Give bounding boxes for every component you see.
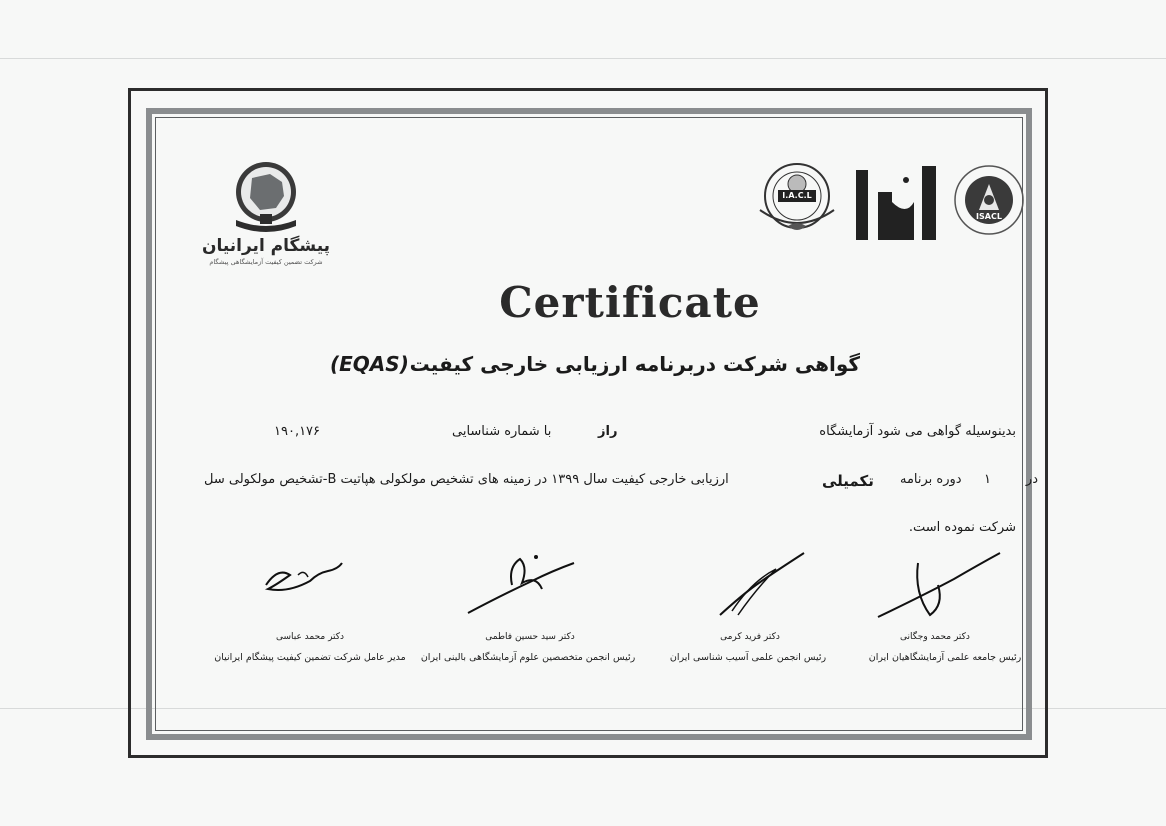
signatory-title: مدیر عامل شرکت تضمین کیفیت پیشگام ایرانیان xyxy=(214,652,406,663)
body-line1-text: بدینوسیله گواهی می شود آزمایشگاه xyxy=(819,424,1016,439)
isacl-logo xyxy=(952,160,1026,240)
signature-3 xyxy=(712,545,812,625)
pishgam-logo xyxy=(200,158,332,270)
pishgam-tagline: شرکت تضمین کیفیت آزمایشگاهی پیشگام xyxy=(209,258,323,266)
signatory-title: رئیس انجمن متخصصین علوم آزمایشگاهی بالینی ایران xyxy=(420,652,636,663)
signatory-title: رئیس جامعه علمی آزمایشگاهیان ایران xyxy=(868,652,1022,663)
iacl-logo xyxy=(750,158,842,238)
round-label: دوره برنامه xyxy=(900,472,962,487)
signature-4 xyxy=(874,545,1004,625)
body-line2-prefix: در xyxy=(1025,472,1038,487)
pishgam-emblem-icon xyxy=(200,158,332,238)
certificate-title: Certificate xyxy=(499,278,761,327)
signatory-name: دکتر محمد عباسی xyxy=(275,632,345,642)
signature-1 xyxy=(258,545,348,625)
subtitle-eqas: (EQAS) xyxy=(330,352,409,376)
signatory-name: دکتر محمد وجگانی xyxy=(900,632,970,642)
signatory-name: دکتر فرید کرمی xyxy=(720,632,780,642)
signature-2 xyxy=(462,545,582,625)
iapa-logo xyxy=(852,162,942,242)
iapa-monogram-icon xyxy=(852,162,942,242)
scan-line xyxy=(0,58,1166,59)
pishgam-brand-name: پیشگام ایرانیان xyxy=(201,236,331,256)
signatory-name: دکتر سید حسین فاطمی xyxy=(485,632,575,642)
body-line2-rest: ارزیابی خارجی کیفیت سال ۱۳۹۹ در زمینه های تشخیص مولکولی هپاتیت B-تشخیص مولکولی سل xyxy=(204,472,729,487)
iacl-label: I.A.C.L xyxy=(778,190,816,202)
program-type: تکمیلی xyxy=(822,472,874,490)
body-line3: شرکت نموده است. xyxy=(908,520,1016,535)
round-number: ۱ xyxy=(984,472,991,487)
isacl-seal-icon xyxy=(952,160,1026,240)
id-label: با شماره شناسایی xyxy=(452,424,552,439)
lab-name: راز xyxy=(598,424,618,439)
lab-id: ۱۹۰,۱۷۶ xyxy=(274,424,321,439)
certificate-subtitle xyxy=(320,352,860,382)
subtitle-persian: گواهی شرکت دربرنامه ارزیابی خارجی کیفیت xyxy=(409,352,860,376)
isacl-label: ISACL xyxy=(976,212,1002,221)
signatory-title: رئیس انجمن علمی آسیب شناسی ایران xyxy=(669,652,827,663)
